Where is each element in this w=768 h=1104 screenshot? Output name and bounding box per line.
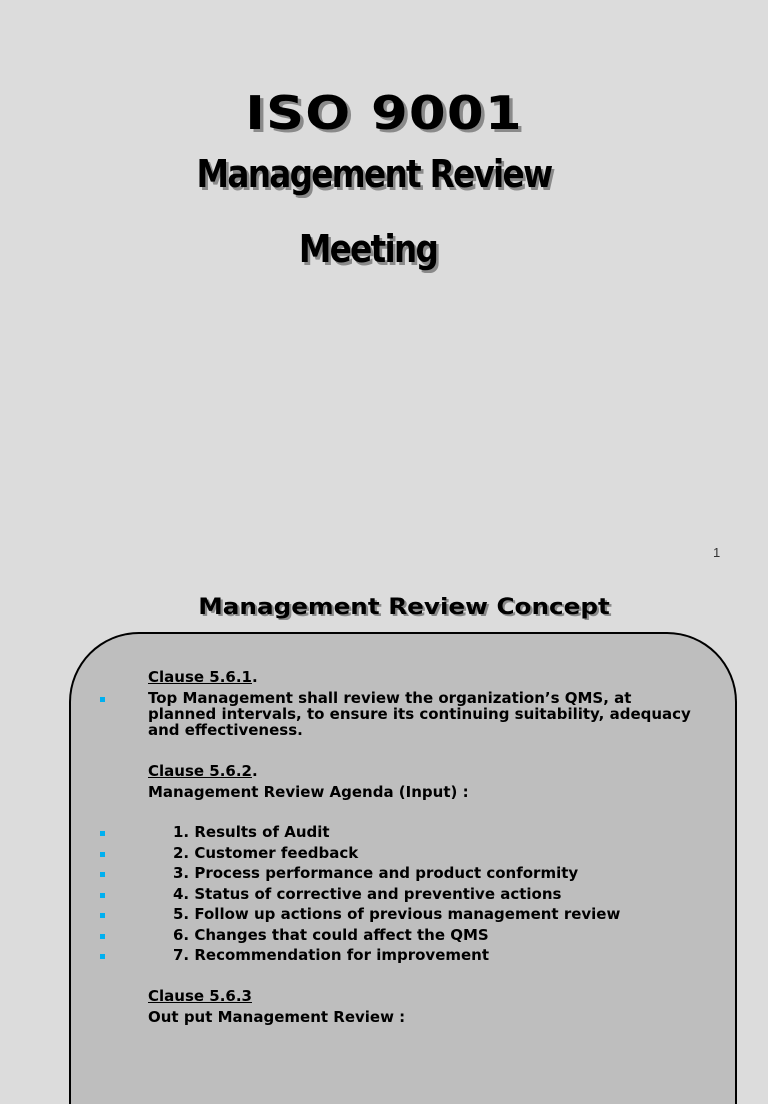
agenda-item: 3. Process performance and product conformity — [173, 864, 579, 882]
clause-1-heading-suffix: . — [251, 668, 258, 686]
clause-2-subheading: Management Review Agenda (Input) : — [148, 783, 469, 801]
bullet-icon — [100, 831, 105, 836]
slide-title-line-2: Management Review — [196, 152, 552, 196]
agenda-item: 2. Customer feedback — [173, 844, 359, 862]
slide-title-line-3: Meeting — [298, 227, 438, 271]
agenda-item: 1. Results of Audit — [173, 823, 330, 841]
bullet-icon — [100, 852, 105, 857]
clause-3-heading-text: Clause 5.6.3 — [148, 987, 252, 1005]
clause-2-heading-text: Clause 5.6.2 — [148, 762, 252, 780]
bullet-icon — [100, 893, 105, 898]
page-number: 1 — [713, 545, 721, 560]
slide-2-title: Management Review Concept — [198, 595, 610, 620]
clause-3-heading — [148, 988, 252, 1004]
agenda-item: 6. Changes that could affect the QMS — [173, 926, 489, 944]
agenda-item: 5. Follow up actions of previous management review — [173, 905, 621, 923]
agenda-item: 7. Recommendation for improvement — [173, 946, 490, 964]
bullet-icon — [100, 872, 105, 877]
clause-1-heading — [148, 669, 258, 685]
agenda-item: 4. Status of corrective and preventive actions — [173, 885, 562, 903]
clause-2-heading-suffix: . — [251, 762, 258, 780]
bullet-icon — [100, 934, 105, 939]
bullet-icon — [100, 954, 105, 959]
clause-3-subheading: Out put Management Review : — [148, 1008, 406, 1026]
clause-1-heading-text: Clause 5.6.1 — [148, 668, 252, 686]
bullet-icon — [100, 697, 105, 702]
bullet-icon — [100, 913, 105, 918]
clause-1-text-line-3: and effectiveness. — [148, 721, 303, 739]
content-panel — [69, 632, 737, 1104]
clause-1-text-line-1: Top Management shall review the organization’s QMS, at — [148, 689, 632, 707]
slide-2 — [0, 572, 768, 1024]
slide-title-line-1: ISO 9001 — [245, 86, 523, 140]
clause-2-heading — [148, 763, 258, 779]
clause-1-text-line-2: planned intervals, to ensure its continuing suitability, adequacy — [148, 705, 691, 723]
